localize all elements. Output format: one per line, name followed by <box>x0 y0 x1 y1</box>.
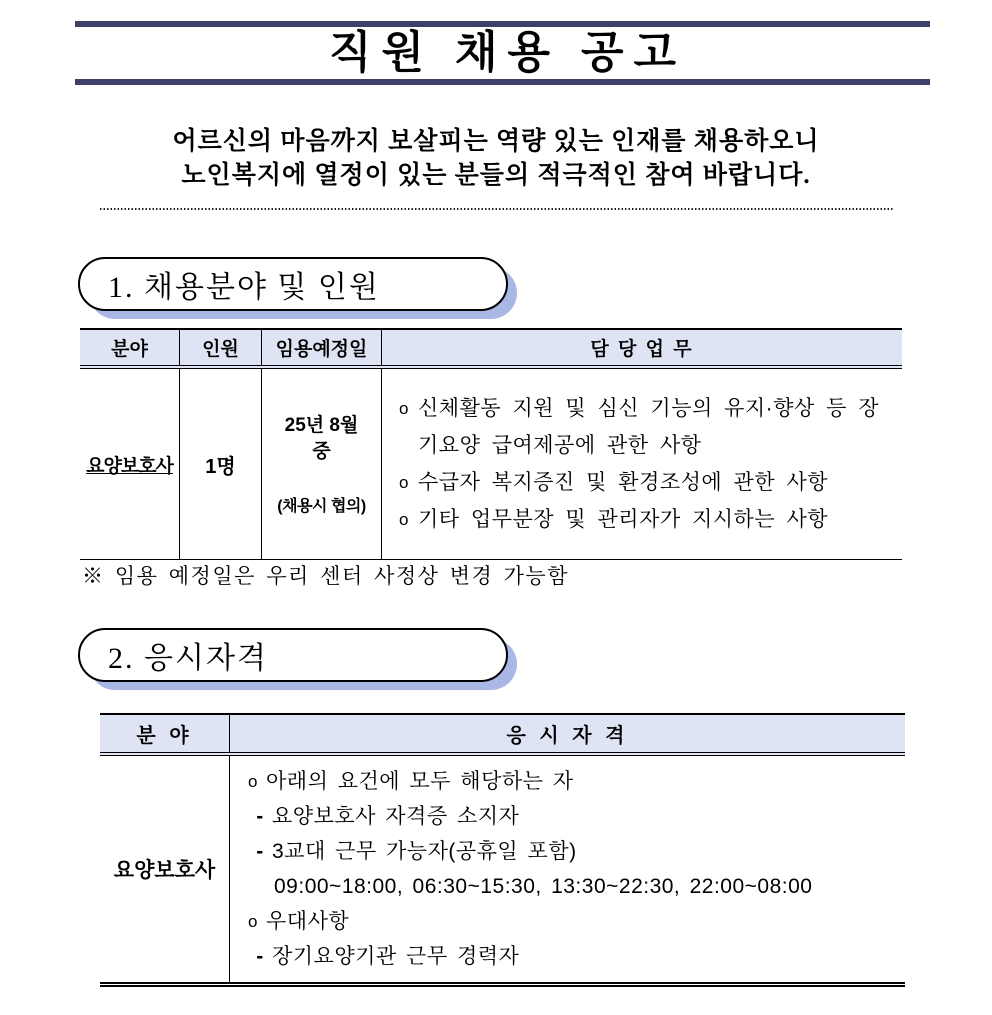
bullet-marker: o <box>248 912 258 931</box>
dash-marker: - <box>256 805 264 828</box>
header-appointment-date: 임용예정일 <box>262 330 382 365</box>
intro-line-1: 어르신의 마음까지 보살피는 역량 있는 인재를 채용하오니 <box>172 128 820 155</box>
cell-field <box>80 369 180 559</box>
qualification-table-row <box>100 756 905 982</box>
title-block <box>75 21 930 85</box>
qualification-text: 아래의 요건에 모두 해당하는 자 <box>266 770 574 793</box>
duty-item <box>390 501 896 538</box>
title-bottom-rule <box>75 79 930 85</box>
cell-duties <box>382 369 902 559</box>
duty-text: 수급자 복지증진 및 환경조성에 관한 사항 <box>418 471 829 494</box>
date-mid: 중 <box>312 440 331 462</box>
dotted-divider <box>100 208 893 210</box>
section-2-heading <box>78 628 508 682</box>
duty-text: 신체활동 지원 및 심신 기능의 유지·향상 등 장기요양 급여제공에 관한 사항 <box>418 397 879 457</box>
header-field: 분 야 <box>100 715 230 752</box>
duty-item <box>390 464 896 501</box>
qualification-item <box>240 869 899 904</box>
qualification-item <box>240 834 899 869</box>
section-1-heading <box>78 257 508 311</box>
date-note: (채용시 협의) <box>277 497 366 515</box>
bullet-marker: o <box>399 473 409 492</box>
qualification-item <box>240 764 899 799</box>
cell-appointment-date <box>262 369 382 559</box>
header-qualification: 응 시 자 격 <box>506 725 629 747</box>
dash-marker: - <box>256 840 264 863</box>
header-duties: 담 당 업 무 <box>590 339 694 360</box>
section-1-heading-label: 1. 채용분야 및 인원 <box>108 271 380 304</box>
intro-text <box>0 125 992 193</box>
shift-times-text: 09:00~18:00, 06:30~15:30, 13:30~22:30, 22:00~08:00 <box>274 875 813 898</box>
section-2-heading-label: 2. 응시자격 <box>108 642 268 675</box>
qualification-text: 요양보호사 자격증 소지자 <box>272 805 520 828</box>
dash-marker: - <box>256 945 264 968</box>
bullet-marker: o <box>248 772 258 791</box>
duty-text: 기타 업무분장 및 관리자가 지시하는 사항 <box>418 508 829 531</box>
document-title: 직원 채용 공고 <box>328 28 687 77</box>
intro-line-2: 노인복지에 열정이 있는 분들의 적극적인 참여 바랍니다. <box>181 162 811 189</box>
qualification-text: 3교대 근무 가능자(공휴일 포함) <box>272 840 577 863</box>
recruitment-table-row <box>80 369 902 559</box>
appointment-date-note: ※ 임용 예정일은 우리 센터 사정상 변경 가능함 <box>82 565 569 588</box>
duty-item <box>390 390 896 464</box>
qualification-item <box>240 799 899 834</box>
cell-count: 1명 <box>180 369 262 559</box>
field-value: 요양보호사 <box>86 455 173 477</box>
cell-qualifications <box>230 756 905 982</box>
qualification-text: 장기요양기관 근무 경력자 <box>272 945 520 968</box>
qualification-item <box>240 904 899 939</box>
header-count: 인원 <box>180 330 262 365</box>
qualification-table <box>100 713 905 987</box>
cell-field: 요양보호사 <box>100 756 230 982</box>
qualification-text: 우대사항 <box>266 910 350 933</box>
recruitment-table-header-row <box>80 330 902 369</box>
bullet-marker: o <box>399 399 409 418</box>
bullet-marker: o <box>399 510 409 529</box>
date-main: 25년 8월 <box>284 414 359 436</box>
qualification-item <box>240 939 899 974</box>
document-page <box>0 21 992 1015</box>
header-field: 분야 <box>80 330 180 365</box>
recruitment-table <box>80 328 902 560</box>
qualification-table-header-row <box>100 715 905 756</box>
